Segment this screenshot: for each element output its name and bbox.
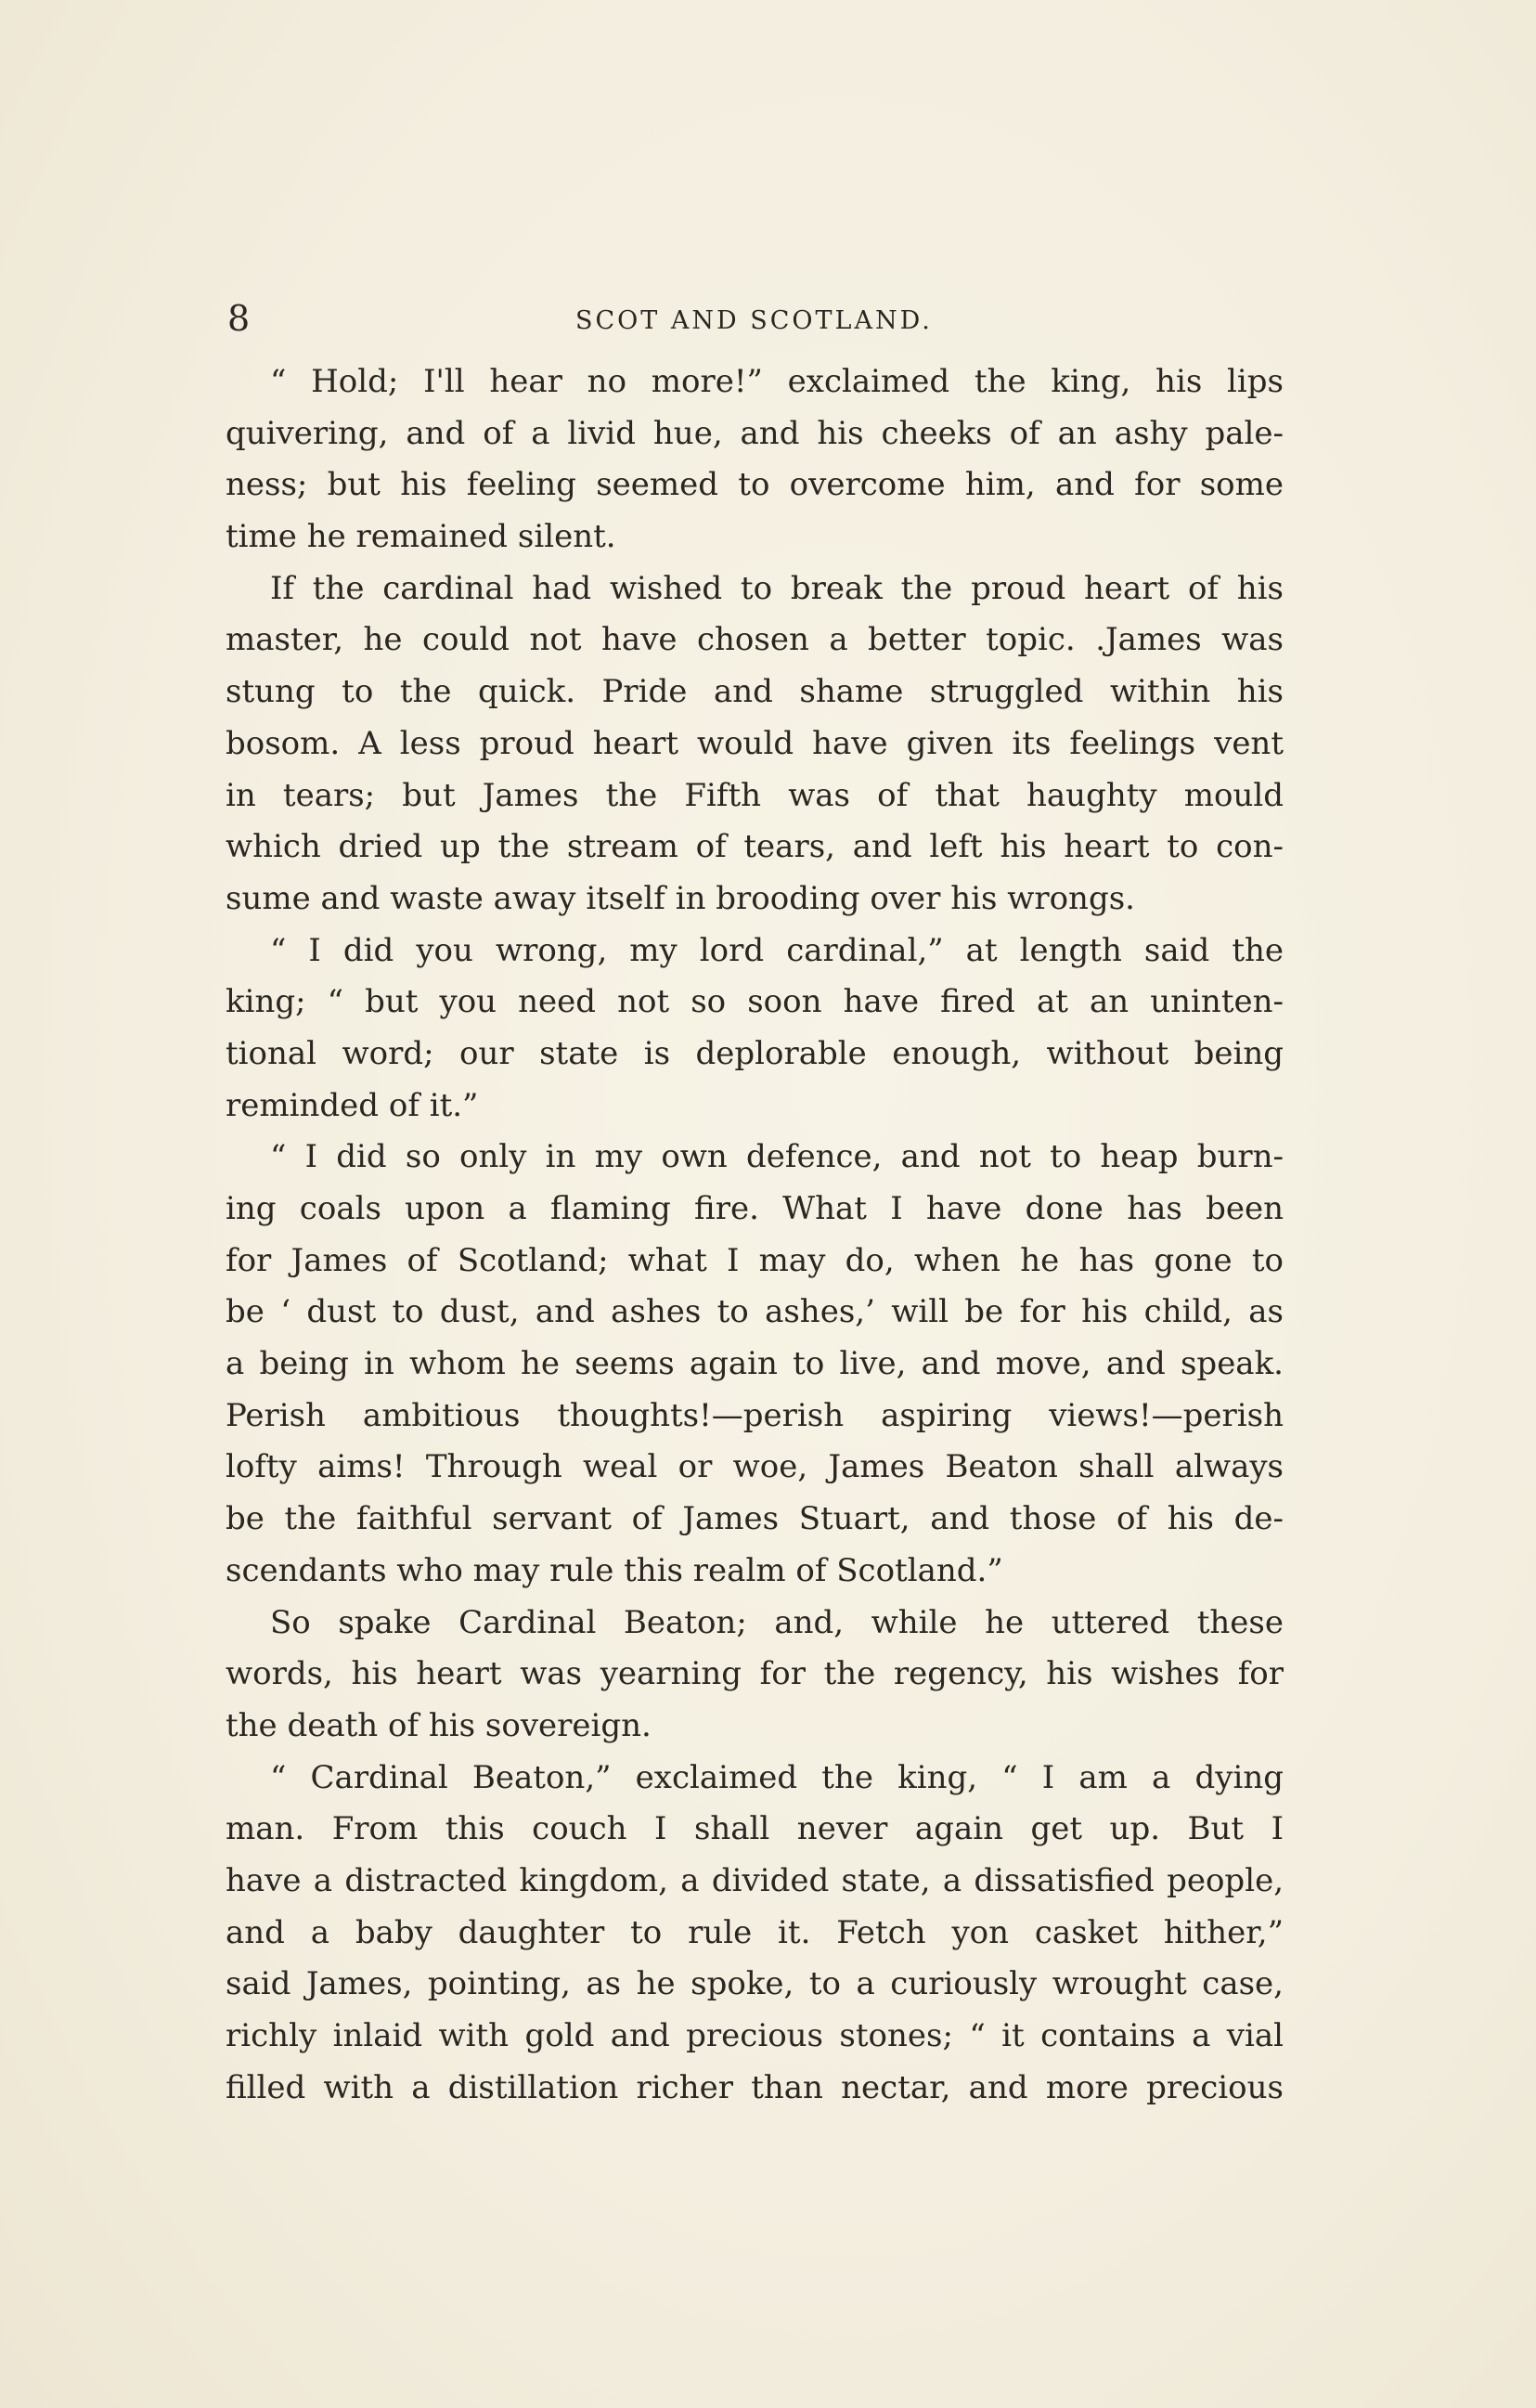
running-title: SCOT AND SCOTLAND.: [575, 306, 933, 335]
text-line: reminded of it.”: [226, 1086, 479, 1124]
page-header: [227, 295, 1281, 342]
text-line: “ I did so only in my own defence, and not to heap burn-: [270, 1138, 1284, 1176]
text-line: in tears; but James the Fifth was of that haughty mould: [226, 776, 1284, 814]
page-number: 8: [227, 298, 251, 339]
text-line: said James, pointing, as he spoke, to a curiously wrought case,: [226, 1965, 1284, 2003]
text-line: which dried up the stream of tears, and left his heart to con-: [226, 828, 1284, 866]
text-line: a being in whom he seems again to live, and move, and speak.: [226, 1345, 1284, 1383]
text-line: stung to the quick. Pride and shame struggled within his: [226, 673, 1284, 711]
text-line: “ Cardinal Beaton,” exclaimed the king, “ I am a dying: [270, 1758, 1284, 1796]
text-line: quivering, and of a livid hue, and his cheeks of an ashy pale-: [226, 414, 1284, 452]
text-line: sume and waste away itself in brooding over his wrongs.: [226, 879, 1135, 917]
text-line: tional word; our state is deplorable enough, without being: [226, 1034, 1284, 1072]
text-line: words, his heart was yearning for the regency, his wishes for: [226, 1655, 1284, 1693]
text-line: have a distracted kingdom, a divided state, a dissatisfied people,: [226, 1861, 1284, 1899]
text-line: and a baby daughter to rule it. Fetch yon casket hither,”: [226, 1913, 1284, 1951]
text-line: man. From this couch I shall never again get up. But I: [226, 1810, 1284, 1848]
text-line: the death of his sovereign.: [226, 1706, 652, 1744]
text-line: time he remained silent.: [226, 518, 616, 556]
text-line: king; “ but you need not so soon have fired at an uninten-: [226, 983, 1284, 1021]
text-line: filled with a distillation richer than nectar, and more precious: [226, 2068, 1284, 2106]
text-line: “ I did you wrong, my lord cardinal,” at length said the: [270, 931, 1284, 969]
text-line: If the cardinal had wished to break the proud heart of his: [270, 569, 1284, 607]
text-line: master, he could not have chosen a better topic. .James was: [226, 621, 1284, 659]
text-line: Perish ambitious thoughts!—perish aspiring views!—perish: [226, 1396, 1284, 1434]
text-line: So spake Cardinal Beaton; and, while he uttered these: [270, 1603, 1284, 1641]
text-line: lofty aims! Through weal or woe, James Beaton shall always: [226, 1448, 1284, 1486]
text-line: ness; but his feeling seemed to overcome him, and for some: [226, 466, 1284, 504]
text-line: scendants who may rule this realm of Scotland.”: [226, 1551, 1003, 1589]
body-text: [226, 356, 1284, 2114]
text-line: bosom. A less proud heart would have given its feelings vent: [226, 724, 1284, 762]
text-line: be ‘ dust to dust, and ashes to ashes,’ will be for his child, as: [226, 1293, 1284, 1331]
text-line: richly inlaid with gold and precious stones; “ it contains a vial: [226, 2017, 1284, 2054]
text-line: “ Hold; I'll hear no more!” exclaimed the king, his lips: [270, 363, 1284, 400]
text-line: ing coals upon a flaming fire. What I have done has been: [226, 1190, 1284, 1227]
text-line: be the faithful servant of James Stuart, and those of his de-: [226, 1500, 1284, 1538]
text-line: for James of Scotland; what I may do, when he has gone to: [226, 1241, 1284, 1279]
